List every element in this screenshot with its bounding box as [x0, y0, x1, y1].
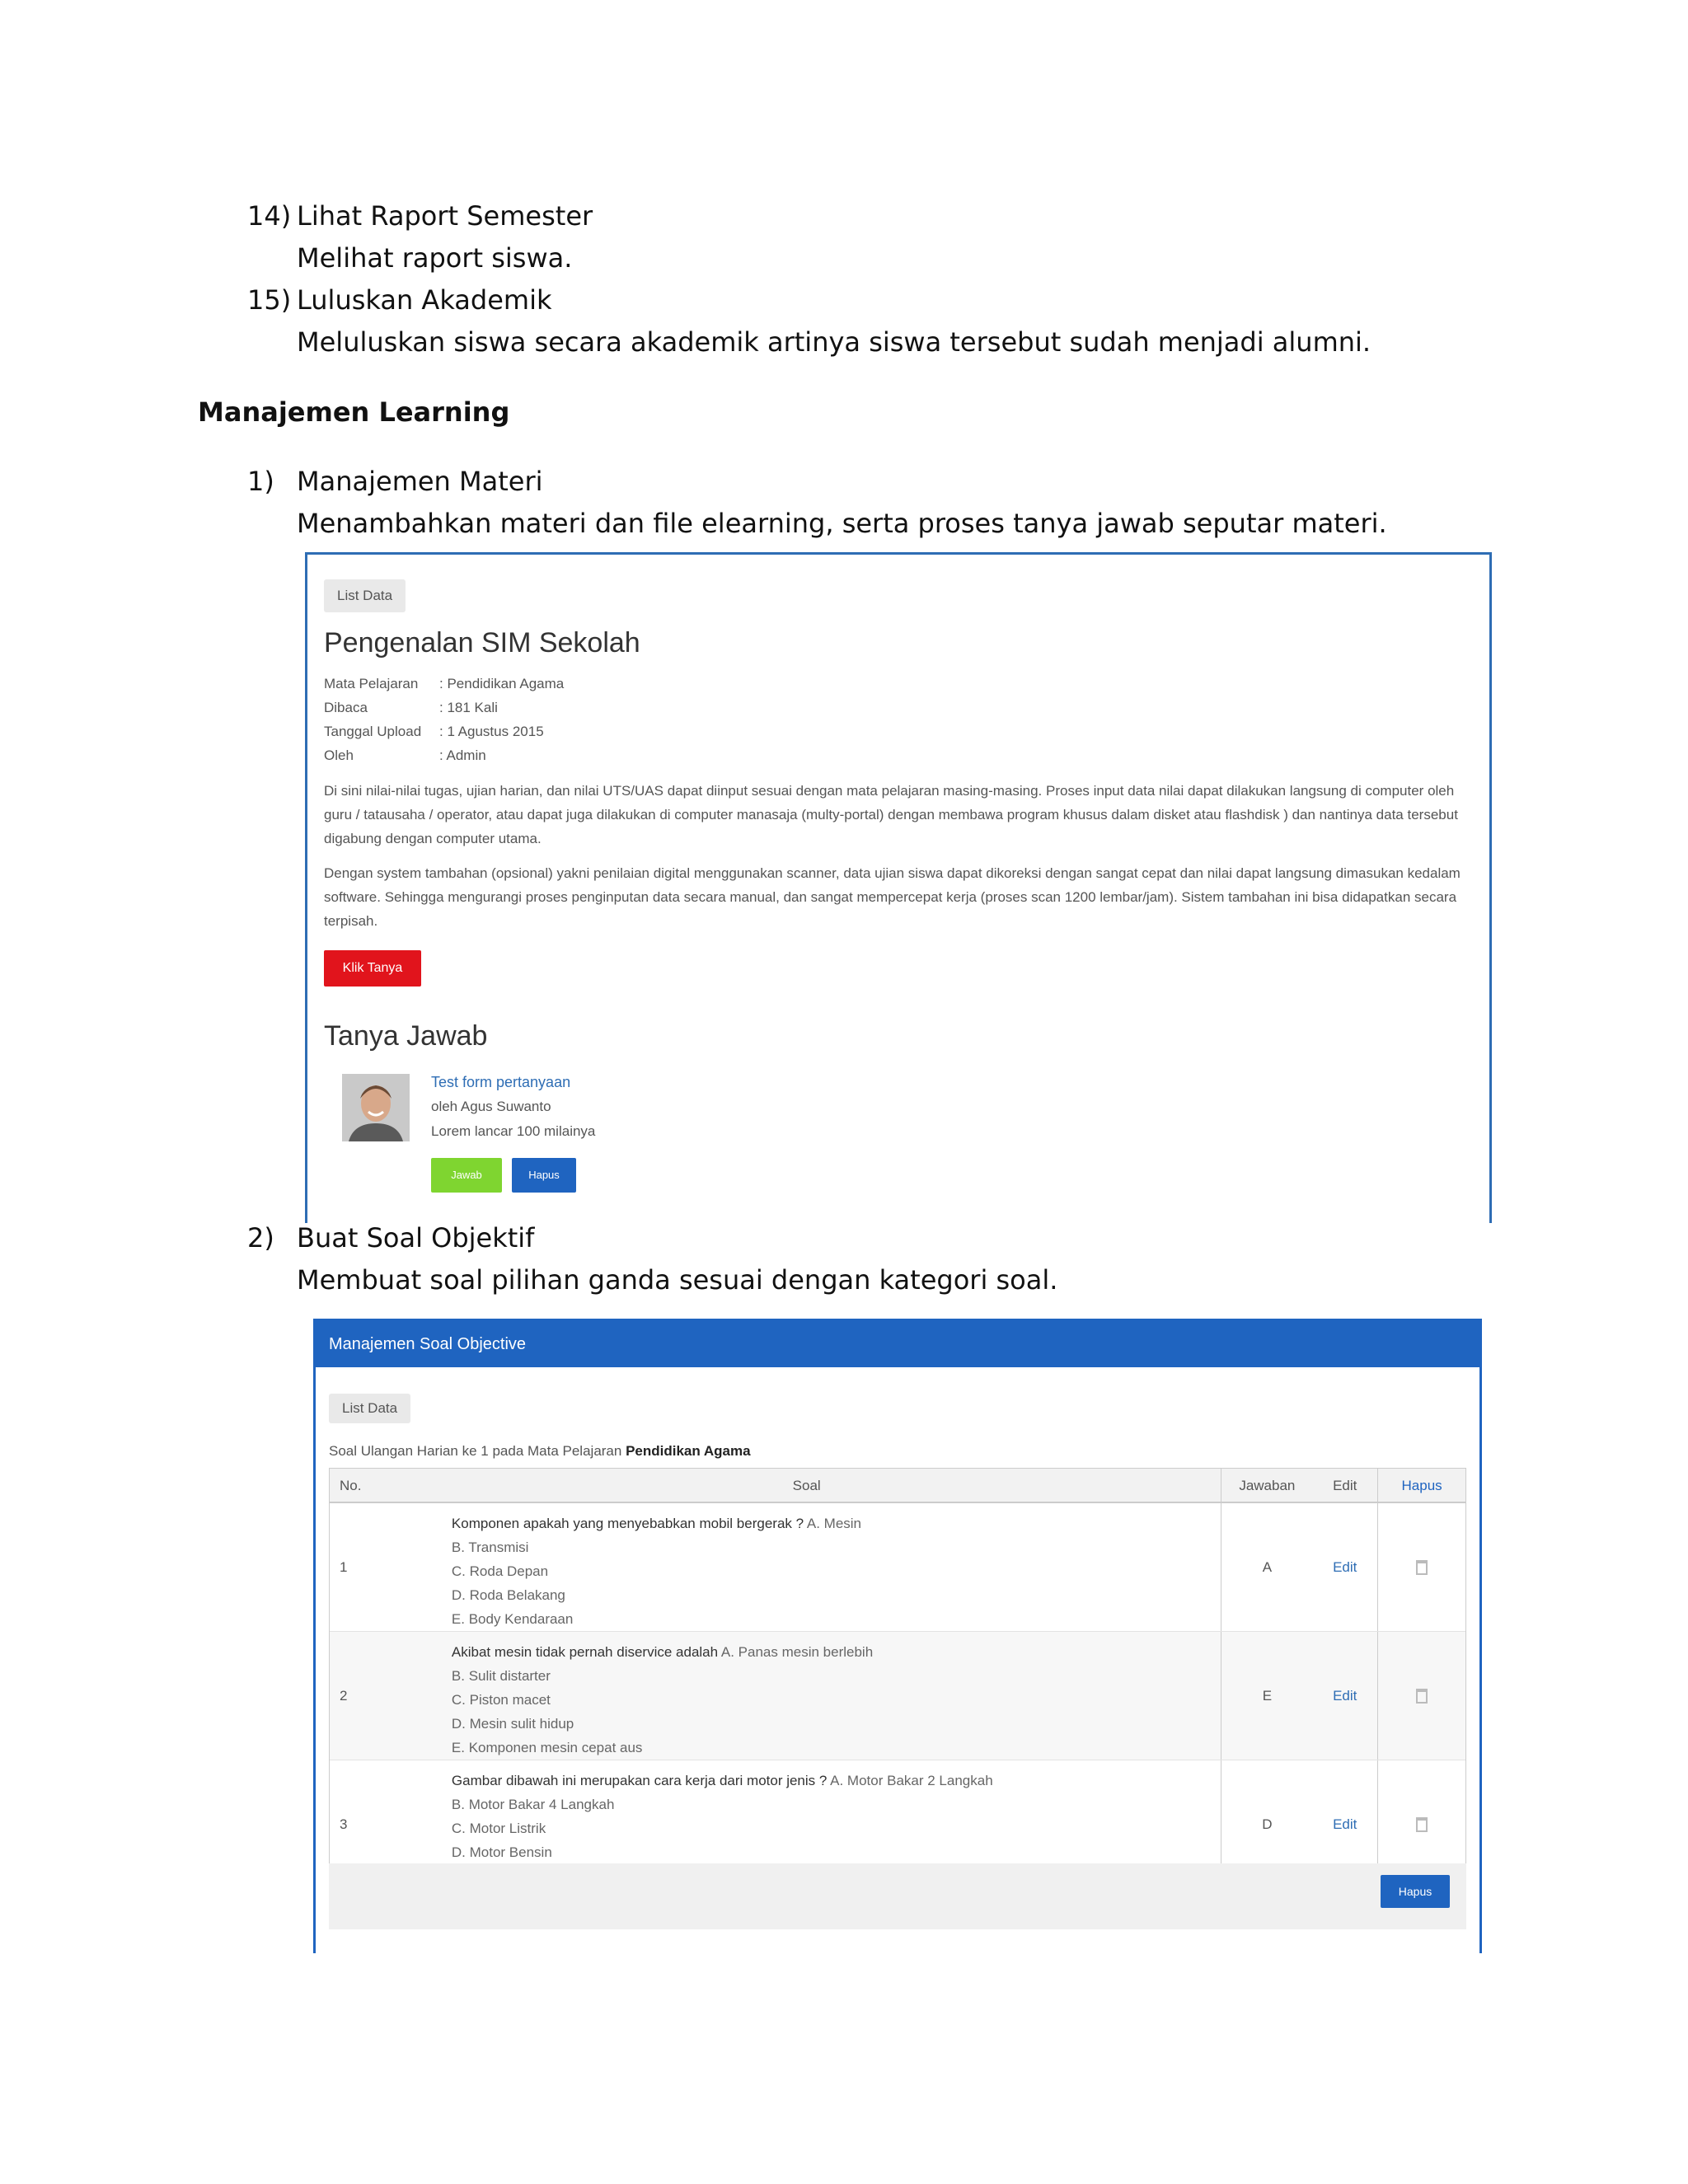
soal-table [329, 1468, 1466, 1890]
answer-cell: D [1262, 1816, 1273, 1832]
option: D. Roda Belakang [451, 1587, 565, 1603]
item-description: Melihat raport siswa. [297, 242, 573, 274]
item-number: 2) [247, 1222, 274, 1254]
question-line [452, 1769, 1221, 1793]
row-number: 3 [340, 1816, 348, 1832]
header-hapus[interactable]: Hapus [1401, 1478, 1442, 1493]
trash-icon[interactable] [1416, 1560, 1428, 1575]
meta-row [324, 696, 564, 719]
question-cell [392, 1503, 1222, 1631]
table-header [330, 1469, 1465, 1503]
option: C. Roda Depan [451, 1563, 549, 1579]
materi-meta [324, 672, 564, 767]
meta-value: : Admin [439, 748, 486, 763]
panel-title: Manajemen Soal Objective [316, 1321, 1479, 1367]
materi-paragraph: Dengan system tambahan (opsional) yakni penilaian digital menggunakan scanner, data ujian siswa dapat dikoreksi dengan sangat cepat dan nilai dapat langsung dimasukan kedalam software. Sehingga mengurangi proses penginputan data secara manual, dan sangat mempercepat kerja (proses scan 1200 lembar/jam). Sistem tambahan ini bisa didapatkan secara terpisah. [324, 865, 1461, 929]
option: A. Motor Bakar 2 Langkah [827, 1773, 993, 1788]
item-description: Membuat soal pilihan ganda sesuai dengan kategori soal. [297, 1264, 1058, 1296]
question-text: Gambar dibawah ini merupakan cara kerja dari motor jenis ? [451, 1773, 828, 1788]
edit-link[interactable]: Edit [1312, 1632, 1378, 1760]
item-description: Meluluskan siswa secara akademik artinya siswa tersebut sudah menjadi alumni. [297, 326, 1372, 358]
meta-value: : Pendidikan Agama [439, 676, 565, 691]
list-data-button[interactable]: List Data [324, 579, 406, 612]
materi-title: Pengenalan SIM Sekolah [324, 627, 640, 658]
ask-button[interactable]: Klik Tanya [324, 950, 421, 987]
qa-heading: Tanya Jawab [324, 1020, 488, 1052]
item-title: Luluskan Akademik [297, 284, 552, 316]
delete-button[interactable]: Hapus [512, 1158, 576, 1193]
delete-cell[interactable] [1378, 1503, 1465, 1631]
item-title: Lihat Raport Semester [297, 200, 593, 232]
item-number: 1) [247, 466, 274, 497]
meta-value: : 1 Agustus 2015 [439, 724, 544, 739]
option: B. Motor Bakar 4 Langkah [451, 1797, 615, 1812]
row-number: 2 [340, 1687, 348, 1704]
question-text: Komponen apakah yang menyebabkan mobil bergerak ? [451, 1516, 804, 1531]
trash-icon[interactable] [1416, 1817, 1428, 1832]
delete-selected-button[interactable]: Hapus [1381, 1875, 1450, 1908]
meta-label: Oleh [324, 748, 354, 763]
caption-prefix: Soal Ulangan Harian ke 1 pada Mata Pelajaran [329, 1443, 626, 1459]
materi-paragraph: Di sini nilai-nilai tugas, ujian harian, dan nilai UTS/UAS dapat diinput sesuai dengan mata pelajaran masing-masing. Proses input data nilai dapat dilakukan langsung di computer oleh guru / tatausaha / operator, atau dapat juga dilakukan di computer manasaja (multy-portal) dengan membawa program khusus dalam disket atau flashdisk ) dan nantinya data tersebut digabung dengan computer utama. [324, 783, 1458, 846]
option: B. Sulit distarter [451, 1668, 551, 1684]
table-footer [329, 1863, 1466, 1929]
list-data-button[interactable]: List Data [329, 1394, 410, 1423]
answer-button[interactable]: Jawab [431, 1158, 502, 1193]
option: E. Komponen mesin cepat aus [451, 1740, 643, 1755]
header-no: No. [340, 1478, 362, 1493]
caption-subject: Pendidikan Agama [626, 1443, 751, 1459]
row-number: 1 [340, 1558, 348, 1575]
item-title: Manajemen Materi [297, 466, 543, 497]
delete-cell[interactable] [1378, 1632, 1465, 1760]
option: D. Motor Bensin [451, 1844, 552, 1860]
header-jawaban: Jawaban [1239, 1478, 1296, 1493]
item-number: 14) [247, 200, 292, 232]
question-time: Lorem lancar 100 milainya [431, 1123, 596, 1139]
option: B. Transmisi [451, 1540, 529, 1555]
question-text: Akibat mesin tidak pernah diservice adalah [451, 1644, 719, 1660]
table-row [330, 1632, 1465, 1760]
option: E. Body Kendaraan [451, 1611, 574, 1627]
avatar [342, 1074, 410, 1141]
materi-screenshot [305, 552, 1492, 1223]
item-title: Buat Soal Objektif [297, 1222, 535, 1254]
meta-row [324, 743, 564, 767]
answer-cell: A [1262, 1558, 1273, 1575]
trash-icon[interactable] [1416, 1689, 1428, 1704]
meta-value: : 181 Kali [439, 700, 498, 715]
question-line [452, 1640, 1221, 1664]
meta-label: Dibaca [324, 700, 368, 715]
edit-link[interactable]: Edit [1312, 1760, 1378, 1888]
option: C. Motor Listrik [451, 1821, 546, 1836]
option: C. Piston macet [451, 1692, 551, 1708]
section-heading: Manajemen Learning [198, 396, 510, 428]
meta-row [324, 672, 564, 696]
meta-row [324, 719, 564, 743]
option: D. Mesin sulit hidup [451, 1716, 574, 1732]
answer-cell: E [1262, 1687, 1273, 1704]
item-number: 15) [247, 284, 292, 316]
question-line [452, 1511, 1221, 1535]
table-row [330, 1503, 1465, 1632]
question-author: oleh Agus Suwanto [431, 1099, 551, 1114]
question-link[interactable]: Test form pertanyaan [431, 1074, 571, 1090]
option: A. Mesin [804, 1516, 862, 1531]
option: A. Panas mesin berlebih [718, 1644, 874, 1660]
soal-caption [329, 1443, 751, 1460]
meta-label: Mata Pelajaran [324, 676, 419, 691]
header-soal: Soal [392, 1469, 1222, 1502]
soal-screenshot [313, 1319, 1482, 1953]
meta-label: Tanggal Upload [324, 724, 422, 739]
edit-link[interactable]: Edit [1312, 1503, 1378, 1631]
item-description: Menambahkan materi dan file elearning, serta proses tanya jawab seputar materi. [297, 508, 1387, 539]
header-edit: Edit [1312, 1469, 1378, 1502]
question-cell [392, 1632, 1222, 1760]
